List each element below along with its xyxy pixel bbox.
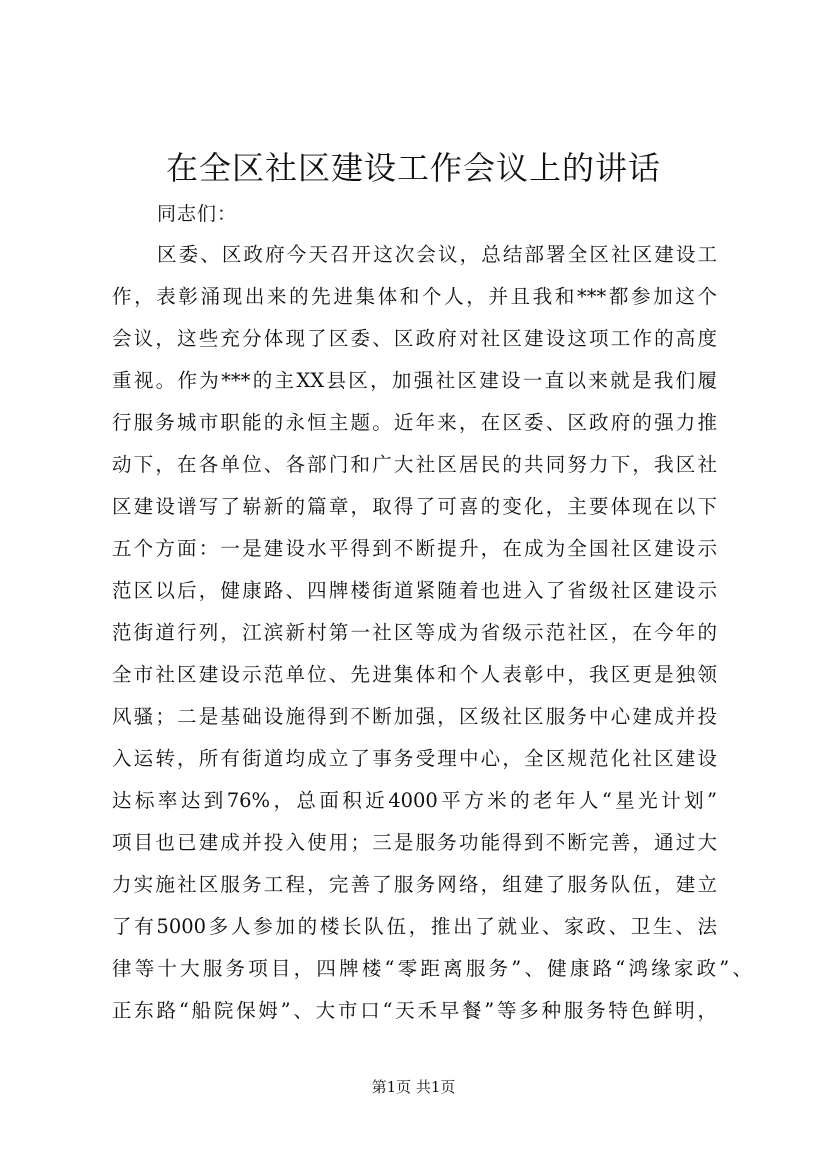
body-line-1: 区委、区政府今天召开这次会议，总结部署全区社区建设工 (157, 243, 717, 266)
body-line-7: 区建设谱写了崭新的篇章，取得了可喜的变化，主要体现在以下 (112, 495, 717, 518)
body-line-5: 行服务城市职能的永恒主题。近年来，在区委、区政府的强力推 (112, 411, 717, 434)
document-title: 在全区社区建设工作会议上的讲话 (165, 149, 661, 187)
body-line-13: 入运转，所有街道均成立了事务受理中心，全区规范化社区建设 (112, 747, 717, 770)
page-footer: 第1页 共1页 (371, 1078, 456, 1096)
body-line-12: 风骚；二是基础设施得到不断加强，区级社区服务中心建成并投 (112, 705, 717, 728)
body-line-11: 全市社区建设示范单位、先进集体和个人表彰中，我区更是独领 (112, 663, 717, 686)
body-line-4: 重视。作为***的主XX县区，加强社区建设一直以来就是我们履 (112, 369, 717, 392)
salutation: 同志们： (157, 203, 238, 225)
body-line-10: 范街道行列，江滨新村第一社区等成为省级示范社区，在今年的 (112, 621, 717, 644)
body-line-19: 正东路“船院保姆”、大市口“天禾早餐”等多种服务特色鲜明， (112, 999, 717, 1022)
body-line-3: 会议，这些充分体现了区委、区政府对社区建设这项工作的高度 (112, 327, 717, 350)
body-line-17: 了有5000多人参加的楼长队伍，推出了就业、家政、卫生、法 (112, 915, 717, 938)
body-line-6: 动下，在各单位、各部门和广大社区居民的共同努力下，我区社 (112, 453, 717, 476)
body-line-9: 范区以后，健康路、四牌楼街道紧随着也进入了省级社区建设示 (112, 579, 717, 602)
body-line-14: 达标率达到76%，总面积近4000平方米的老年人“星光计划” (112, 789, 717, 812)
body-line-15: 项目也已建成并投入使用；三是服务功能得到不断完善，通过大 (112, 831, 717, 854)
body-line-2: 作，表彰涌现出来的先进集体和个人，并且我和***都参加这个 (112, 285, 717, 308)
body-line-18: 律等十大服务项目，四牌楼“零距离服务”、健康路“鸿缘家政”、 (112, 957, 752, 980)
body-line-16: 力实施社区服务工程，完善了服务网络，组建了服务队伍，建立 (112, 873, 717, 896)
body-line-8: 五个方面：一是建设水平得到不断提升，在成为全国社区建设示 (112, 537, 717, 560)
